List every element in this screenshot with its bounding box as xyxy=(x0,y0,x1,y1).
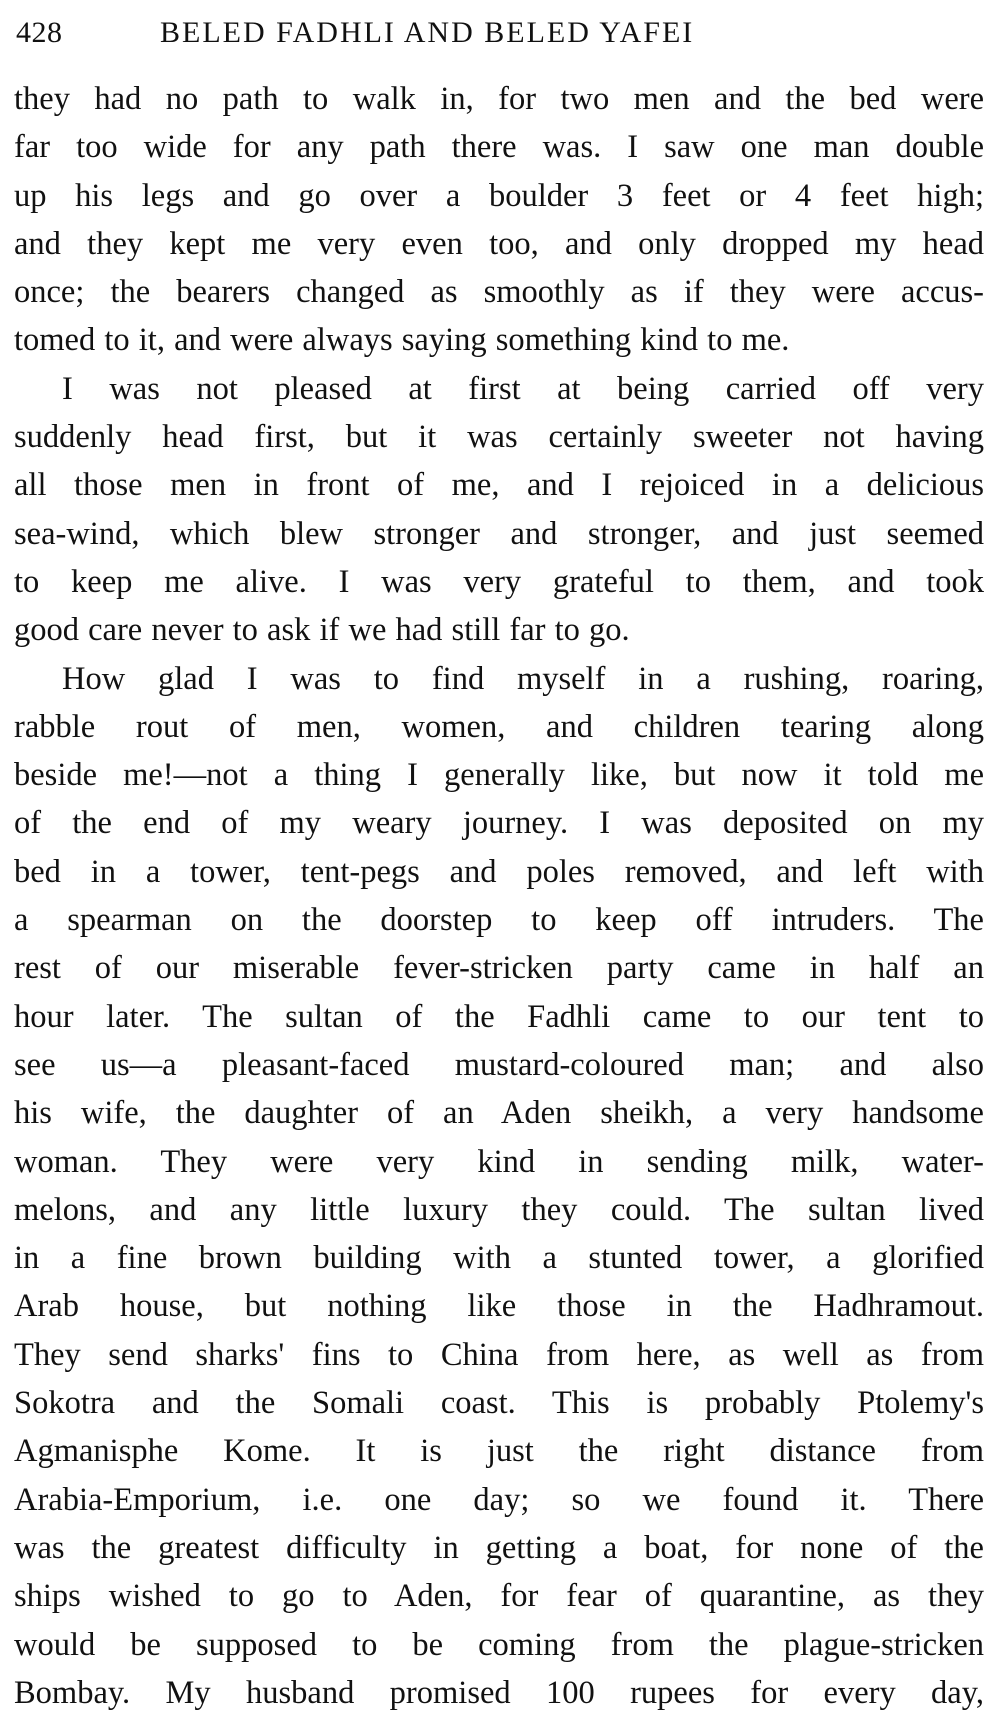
running-title: BELED FADHLI AND BELED YAFEI xyxy=(160,16,695,49)
text-line: they had no path to walk in, for two men and the bed were xyxy=(14,81,984,117)
text-line: bed in a tower, tent-pegs and poles removed, and left with xyxy=(14,853,984,890)
body-text xyxy=(14,75,984,1717)
running-head xyxy=(14,0,984,70)
text-line: Arab house, but nothing like those in the Hadhramout. xyxy=(14,1288,984,1325)
text-line: his wife, the daughter of an Aden sheikh, a very handsome xyxy=(14,1095,984,1132)
text-line: ships wished to go to Aden, for fear of quarantine, as they xyxy=(14,1578,984,1615)
book-page xyxy=(14,0,984,1717)
text-line: rest of our miserable fever-stricken party came in half an xyxy=(14,950,984,987)
paragraph-3 xyxy=(14,655,984,1718)
text-line: They send sharks' fins to China from here, as well as from xyxy=(14,1336,984,1373)
text-line: to keep me alive. I was very grateful to them, and took xyxy=(14,563,984,600)
text-line: melons, and any little luxury they could. The sultan lived xyxy=(14,1191,984,1228)
text-line: a spearman on the doorstep to keep off intruders. The xyxy=(14,902,984,939)
text-line: beside me!—not a thing I generally like, but now it told me xyxy=(14,757,984,794)
text-line: all those men in front of me, and I rejoiced in a delicious xyxy=(14,467,984,504)
paragraph-2 xyxy=(14,365,984,655)
text-line: sea-wind, which blew stronger and stronger, and just seemed xyxy=(14,515,984,552)
text-line: Bombay. My husband promised 100 rupees for every day, xyxy=(14,1674,984,1711)
text-line: would be supposed to be coming from the plague-stricken xyxy=(14,1626,984,1663)
text-line: see us—a pleasant-faced mustard-coloured man; and also xyxy=(14,1046,984,1083)
text-line: of the end of my weary journey. I was deposited on my xyxy=(14,805,984,842)
text-line: far too wide for any path there was. I saw one man double xyxy=(14,129,984,166)
text-line: rabble rout of men, women, and children tearing along xyxy=(14,708,984,745)
text-line: once; the bearers changed as smoothly as if they were accus- xyxy=(14,274,984,311)
text-line: woman. They were very kind in sending milk, water- xyxy=(14,1143,984,1180)
text-line: I was not pleased at first at being carried off very xyxy=(62,370,984,407)
text-line: up his legs and go over a boulder 3 feet or 4 feet high; xyxy=(14,177,984,214)
text-line: Arabia-Emporium, i.e. one day; so we found it. There xyxy=(14,1481,984,1518)
text-line: good care never to ask if we had still far to go. xyxy=(14,612,630,649)
text-line: suddenly head first, but it was certainly sweeter not having xyxy=(14,419,984,456)
text-line: was the greatest difficulty in getting a boat, for none of the xyxy=(14,1529,984,1566)
text-line: in a fine brown building with a stunted tower, a glorified xyxy=(14,1240,984,1277)
paragraph-1 xyxy=(14,75,984,365)
text-line: and they kept me very even too, and only dropped my head xyxy=(14,225,984,262)
page-number: 428 xyxy=(16,16,63,49)
text-line: How glad I was to find myself in a rushing, roaring, xyxy=(62,660,984,697)
text-line: hour later. The sultan of the Fadhli came to our tent to xyxy=(14,998,984,1035)
text-line: tomed to it, and were always saying something kind to me. xyxy=(14,322,790,359)
text-line: Sokotra and the Somali coast. This is probably Ptolemy's xyxy=(14,1385,984,1422)
text-line: Agmanisphe Kome. It is just the right distance from xyxy=(14,1433,984,1470)
